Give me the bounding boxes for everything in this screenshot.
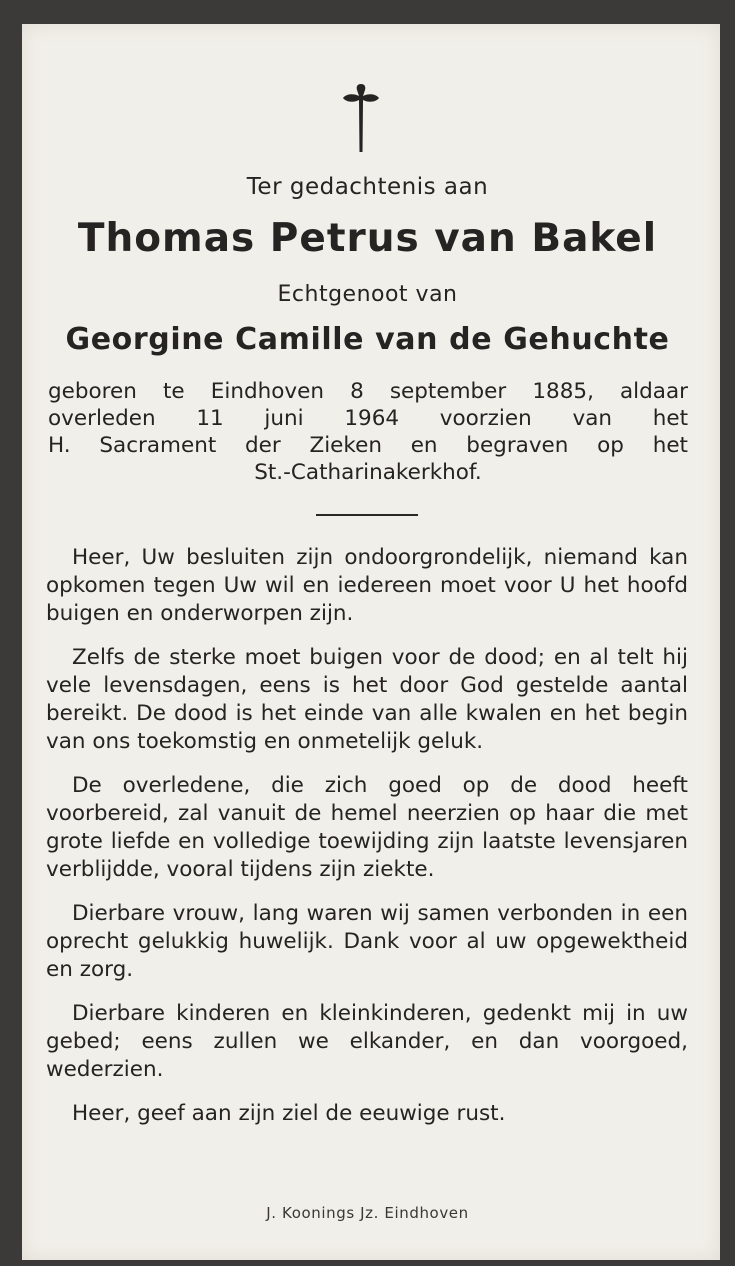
deceased-name: Thomas Petrus van Bakel [77,216,658,261]
intro-text: Ter gedachtenis aan [246,174,489,200]
biography-line: St.-Catharinakerkhof. [254,460,482,485]
printer-credit: J. Koonings Jz. Eindhoven [266,1204,469,1222]
prayer-paragraph: Heer, geef aan zijn ziel de eeuwige rust. [72,1101,506,1126]
prayer-paragraph: De overledene, die zich goed op de dood heeft voorbereid, zal vanuit de hemel neerzien op haar die met grote liefde en volledige toewijding zijn laatste levensjaren verblijdde, vooral tijdens zijn ziekte. [46,773,688,882]
biography-line: geboren te Eindhoven 8 september 1885, aldaar [48,379,688,404]
prayer-text [46,544,688,1144]
biography-line: H. Sacrament der Zieken en begraven op het [48,433,688,458]
divider [316,514,418,516]
biography [48,378,688,486]
prayer-paragraph: Heer, Uw besluiten zijn ondoorgrondelijk, niemand kan opkomen tegen Uw wil en iedereen moet voor U het hoofd buigen en onderworpen zijn. [46,545,688,626]
prayer-paragraph: Zelfs de sterke moet buigen voor de dood; en al telt hij vele levensdagen, eens is het door God gestelde aantal bereikt. De dood is het einde van alle kwalen en het begin van ons toekomstig en onmetelijk geluk. [46,645,688,754]
spouse-name: Georgine Camille van de Gehuchte [65,322,670,357]
relation-text: Echtgenoot van [277,282,458,307]
prayer-paragraph: Dierbare kinderen en kleinkinderen, gedenkt mij in uw gebed; eens zullen we elkander, en dan voorgoed, wederzien. [46,1001,688,1082]
biography-line: overleden 11 juni 1964 voorzien van het [48,406,688,431]
prayer-paragraph: Dierbare vrouw, lang waren wij samen verbonden in een oprecht gelukkig huwelijk. Dank voor al uw opgewektheid en zorg. [46,901,688,982]
cross-icon [343,84,379,152]
